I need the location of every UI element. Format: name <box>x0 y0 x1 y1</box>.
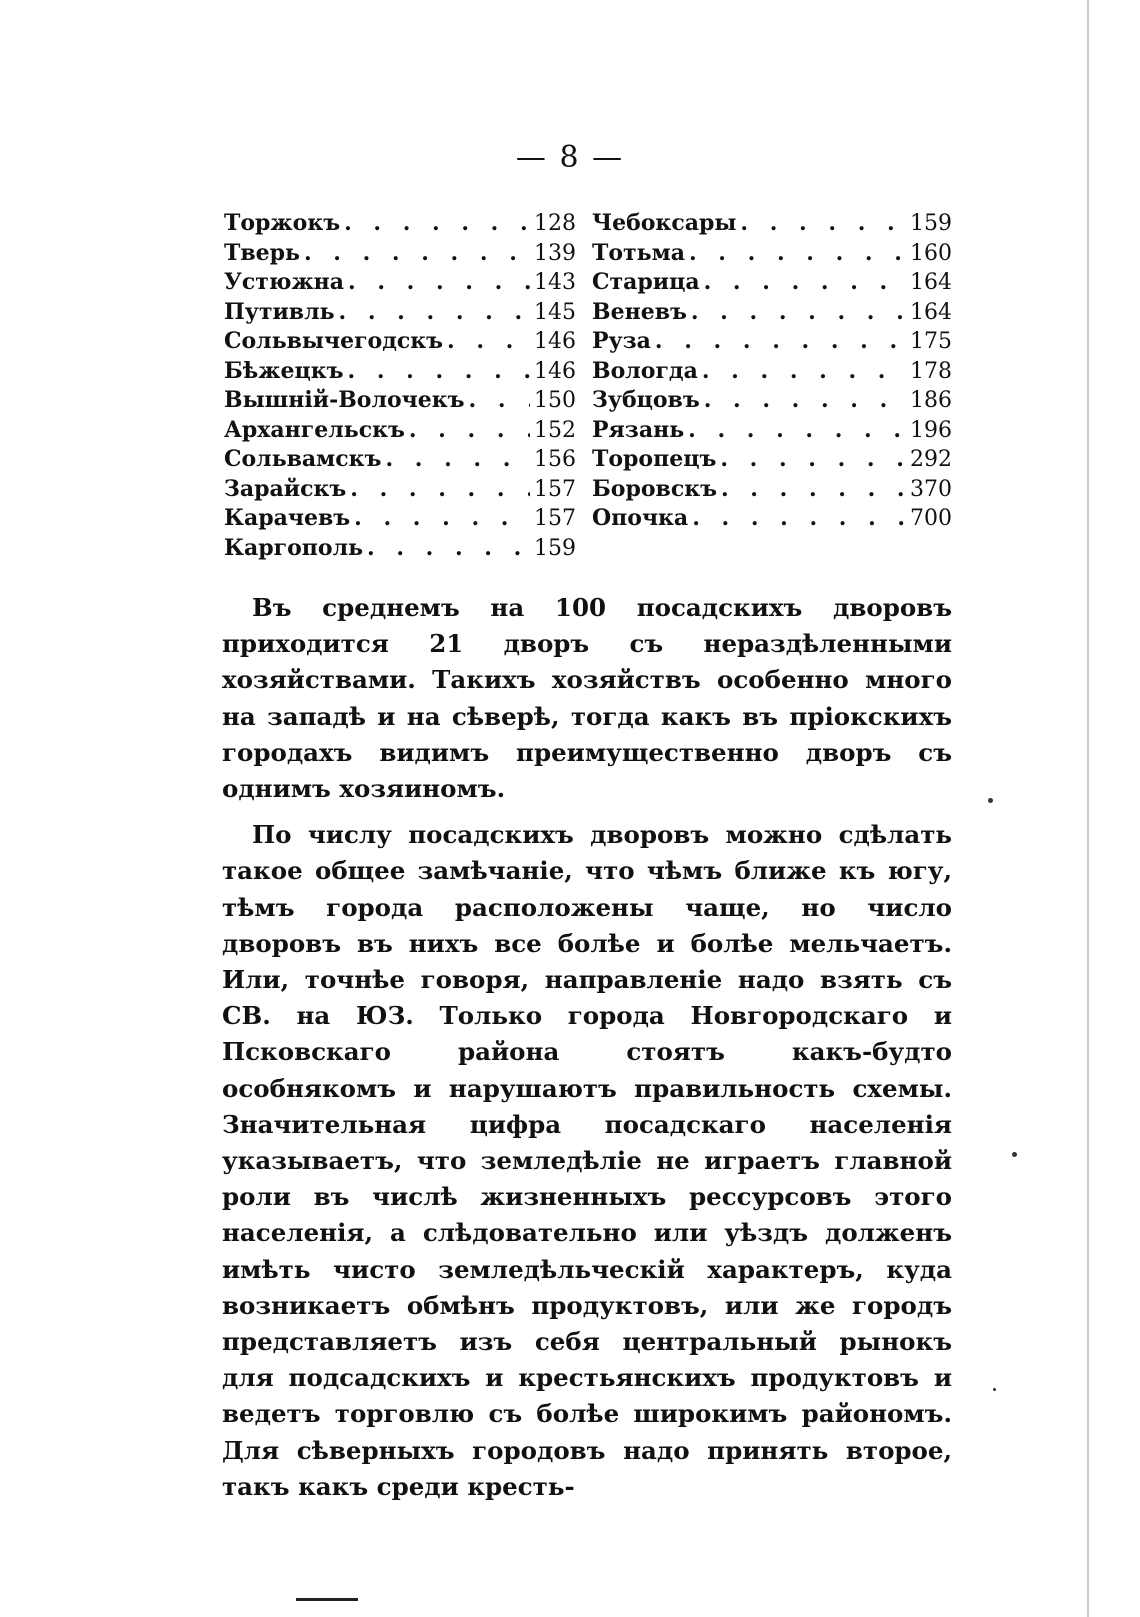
town-value: 159 <box>910 211 952 236</box>
town-value: 146 <box>534 358 576 384</box>
town-name: Вышній-Волочекъ <box>224 387 465 413</box>
table-row <box>592 269 952 299</box>
town-value: 175 <box>910 329 952 354</box>
leader-dots <box>702 358 906 384</box>
leader-dots <box>689 240 906 266</box>
town-name: Тотьма <box>592 239 685 266</box>
town-value: 157 <box>534 476 576 502</box>
leader-dots <box>704 387 906 413</box>
town-name: Архангельскъ <box>224 416 405 443</box>
table-row <box>592 476 952 506</box>
leader-dots <box>692 505 906 531</box>
town-name: Чебоксары <box>592 210 737 236</box>
table-row <box>592 417 952 447</box>
leader-dots <box>348 269 530 295</box>
table-row <box>224 269 576 299</box>
table-row <box>592 387 952 417</box>
table-row <box>224 446 576 476</box>
town-name: Руза <box>592 328 651 354</box>
table-row <box>224 210 576 240</box>
leader-dots <box>655 328 906 354</box>
leader-dots <box>344 210 530 236</box>
table-row <box>224 299 576 329</box>
town-value: 164 <box>910 299 952 325</box>
leader-dots <box>385 446 530 472</box>
town-value: 157 <box>534 506 576 531</box>
town-table <box>224 210 952 564</box>
town-name: Опочка <box>592 505 689 531</box>
leader-dots <box>691 299 906 325</box>
table-row <box>224 240 576 270</box>
table-row <box>224 387 576 417</box>
town-value: 164 <box>910 270 952 295</box>
town-name: Торжокъ <box>224 210 341 236</box>
leader-dots <box>721 476 906 502</box>
leader-dots <box>469 387 530 413</box>
table-row <box>592 299 952 329</box>
town-value: 159 <box>534 535 576 561</box>
print-speck <box>993 1388 996 1391</box>
town-value: 145 <box>534 299 576 325</box>
table-row <box>224 358 576 388</box>
table-row <box>592 505 952 535</box>
table-row <box>592 446 952 476</box>
town-name: Зарайскъ <box>224 475 347 502</box>
table-row <box>592 358 952 388</box>
town-name: Зубцовъ <box>592 387 700 413</box>
leader-dots <box>339 299 530 325</box>
leader-dots <box>348 358 531 384</box>
leader-dots <box>409 417 530 443</box>
town-name: Старица <box>592 269 700 295</box>
town-name: Торопецъ <box>592 446 717 472</box>
town-name: Устюжна <box>224 269 345 295</box>
page-edge-line <box>1087 0 1089 1617</box>
leader-dots <box>740 210 906 236</box>
town-value: 150 <box>534 388 576 413</box>
town-value: 178 <box>910 358 952 384</box>
page-number: — 8 — <box>515 140 625 175</box>
town-name: Боровскъ <box>592 475 717 502</box>
body-text <box>222 590 952 1515</box>
town-value: 128 <box>534 211 576 236</box>
paragraph: По числу посадскихъ дворовъ можно сдѣлать такое общее замѣчаніе, что чѣмъ ближе къ югу, тѣмъ города расположены чаще, но число дворовъ въ нихъ все болѣе и болѣе мельчаетъ. Или, точнѣе говоря, направленіе надо взять съ СВ. на ЮЗ. Только города Новгородскаго и Псковскаго района стоятъ какъ-будто особнякомъ и нарушаютъ правильность схемы. Значительная цифра посадскаго населенія указываетъ, что земледѣліе не играетъ главной роли въ числѣ жизненныхъ рессурсовъ этого населенія, а слѣдовательно или уѣздъ долженъ имѣть чисто земледѣльческій характеръ, куда возникаетъ обмѣнъ продуктовъ, или же городъ представляетъ изъ себя центральный рынокъ для подсадскихъ и крестьянскихъ продуктовъ и ведетъ торговлю съ болѣе широкимъ райономъ. Для сѣверныхъ городовъ надо принять второе, такъ какъ среди кресть- <box>222 820 952 1501</box>
town-value: 152 <box>534 417 576 443</box>
table-row <box>224 535 576 565</box>
town-value: 156 <box>534 447 576 472</box>
table-row <box>592 240 952 270</box>
leader-dots <box>304 240 530 266</box>
town-value: 292 <box>910 447 952 472</box>
table-row <box>224 328 576 358</box>
town-name: Сольвамскъ <box>224 446 382 472</box>
leader-dots <box>354 505 530 531</box>
town-value: 700 <box>910 506 952 531</box>
town-value: 370 <box>910 476 952 502</box>
town-value: 186 <box>910 388 952 413</box>
town-name: Карачевъ <box>224 505 351 531</box>
town-name: Путивль <box>224 298 335 325</box>
town-name: Веневъ <box>592 298 687 325</box>
leader-dots <box>367 535 530 561</box>
table-row <box>224 505 576 535</box>
print-speck <box>988 798 993 803</box>
table-row <box>224 417 576 447</box>
print-speck <box>1012 1152 1017 1157</box>
town-table-left-column <box>224 210 576 564</box>
table-row <box>224 476 576 506</box>
town-name: Бѣжецкъ <box>224 357 344 384</box>
leader-dots <box>447 328 530 354</box>
town-name: Тверь <box>224 239 300 266</box>
paragraph: Въ среднемъ на 100 посадскихъ дворовъ приходится 21 дворъ съ нераздѣленными хозяйствами. Такихъ хозяйствъ особенно много на западѣ и на сѣверѣ, тогда какъ въ пріокскихъ городахъ видимъ преимущественно дворъ съ однимъ хозяиномъ. <box>222 593 952 804</box>
leader-dots <box>688 417 906 443</box>
town-value: 139 <box>534 240 576 266</box>
leader-dots <box>350 476 530 502</box>
town-value: 143 <box>534 270 576 295</box>
town-table-right-column <box>592 210 952 564</box>
footer-rule <box>296 1598 358 1601</box>
leader-dots <box>720 446 906 472</box>
town-name: Рязань <box>592 416 685 443</box>
town-value: 196 <box>910 417 952 443</box>
table-row <box>592 210 952 240</box>
town-name: Сольвычегодскъ <box>224 328 444 354</box>
leader-dots <box>704 269 906 295</box>
table-row <box>592 328 952 358</box>
town-name: Вологда <box>592 357 698 384</box>
town-name: Каргополь <box>224 534 364 561</box>
town-value: 160 <box>910 240 952 266</box>
town-value: 146 <box>534 329 576 354</box>
